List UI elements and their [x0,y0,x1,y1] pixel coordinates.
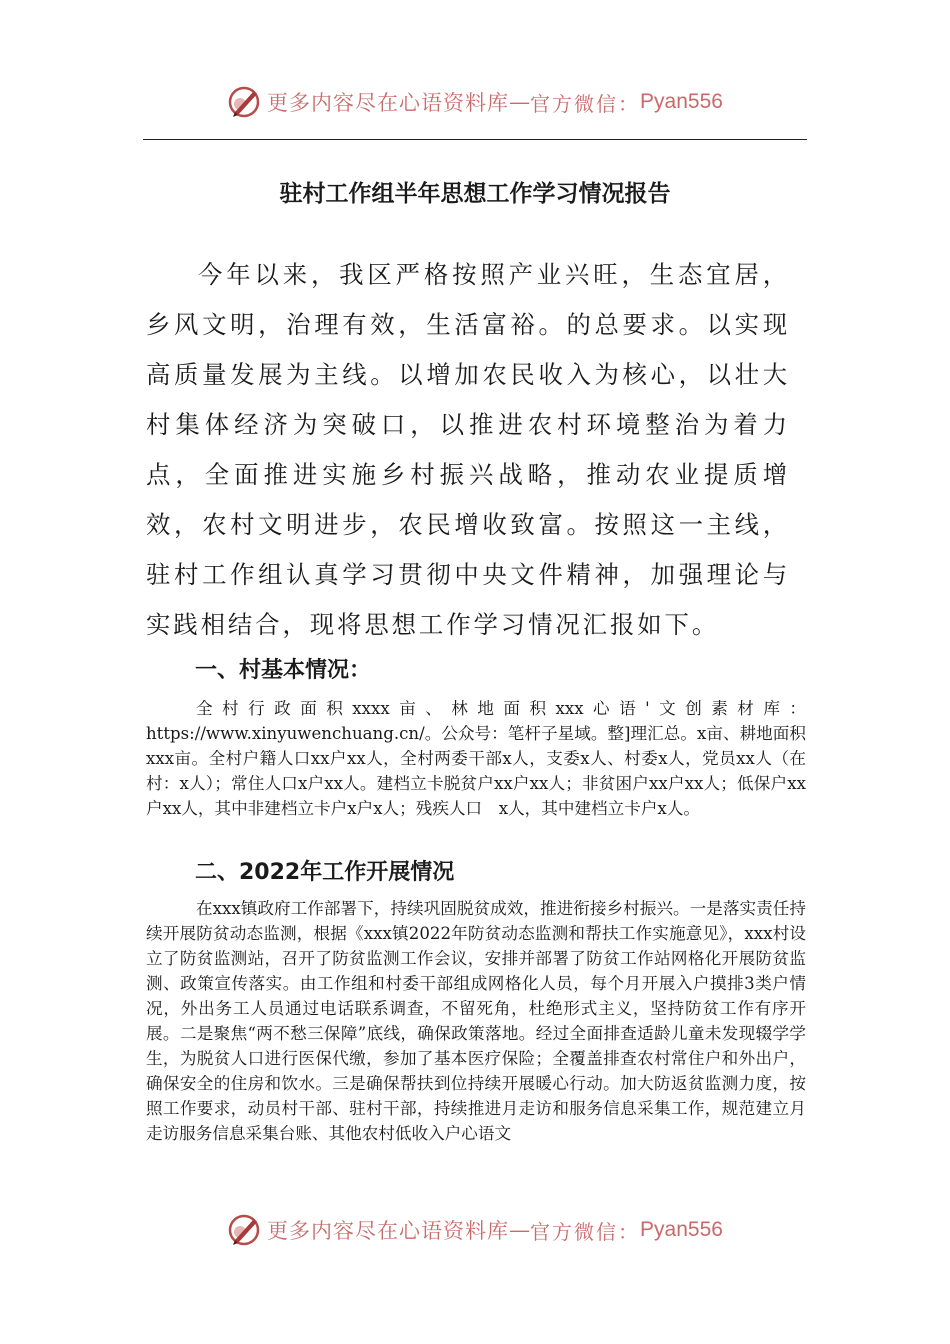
document-title: 驻村工作组半年思想工作学习情况报告 [279,180,671,207]
section2-heading: 二、2022年工作开展情况 [195,860,455,885]
section1-heading: 一、村基本情况： [195,658,372,683]
banner-wechat-label: 官方微信： [530,91,641,116]
header-rule [143,139,807,140]
banner-wechat-id: Pyan556 [640,90,723,113]
footer-banner [0,1210,950,1250]
footer-banner-text: 更多内容尽在心语资料库 [267,1219,510,1243]
footer-banner-separator: — [509,1218,531,1242]
pen-logo-icon [227,1213,261,1247]
pen-logo-icon [227,85,261,119]
banner-text: 更多内容尽在心语资料库 [267,91,510,115]
intro-paragraph: 今年以来，我区严格按照产业兴旺，生态宜居，乡风文明，治理有效，生活富裕。的总要求。以实现高质量发展为主线。以增加农民收入为核心，以壮大村集体经济为突破口，以推进农村环境整治为着力点，全面推进实施乡村振兴战略，推动农业提质增效，农村文明进步，农民增收致富。按照这一主线，驻村工作组认真学习贯彻中央文件精神，加强理论与实践相结合，现将思想工作学习情况汇报如下。 [146,260,790,639]
footer-banner-wechat-id: Pyan556 [640,1218,723,1241]
header-banner [0,82,950,122]
banner-separator: — [509,90,531,114]
section2-paragraph: 在xxx镇政府工作部署下，持续巩固脱贫成效，推进衔接乡村振兴。一是落实责任持续开展防贫动态监测，根据《xxx镇2022年防贫动态监测和帮扶工作实施意见》，xxx村设立了防贫监测站，召开了防贫监测工作会议，安排并部署了防贫工作站网格化开展防贫监测、政策宣传落实。由工作组和村委干部组成网格化人员，每个月开展入户摸排3类户情况，外出务工人员通过电话联系调查，不留死角，杜绝形式主义，坚持防贫工作有序开展。二是聚焦“两不愁三保障”底线，确保政策落地。经过全面排查适龄儿童未发现辍学学生，为脱贫人口进行医保代缴，参加了基本医疗保险；全覆盖排查农村常住户和外出户，确保安全的住房和饮水。三是确保帮扶到位持续开展暖心行动。加大防返贫监测力度，按照工作要求，动员村干部、驻村干部，持续推进月走访和服务信息采集工作，规范建立月走访服务信息采集台账、其他农村低收入户心语文 [146,899,806,1143]
section1-paragraph: 全村行政面积xxxx亩、林地面积xxx心语'文创素材库：https://www.xinyuwenchuang.cn/。公众号：笔杆子星域。整]理汇总。x亩、耕地面积xxx亩。全村户籍人口xx户xx人，全村两委干部x人，支委x人、村委x人，党员xx人（在村：x人）；常住人口x户xx人。建档立卡脱贫户xx户xx人；非贫困户xx户xx人；低保户xx户xx人，其中非建档立卡户x户x人；残疾人口 x人，其中建档立卡户x人。 [146,699,806,818]
footer-banner-wechat-label: 官方微信： [530,1219,641,1244]
